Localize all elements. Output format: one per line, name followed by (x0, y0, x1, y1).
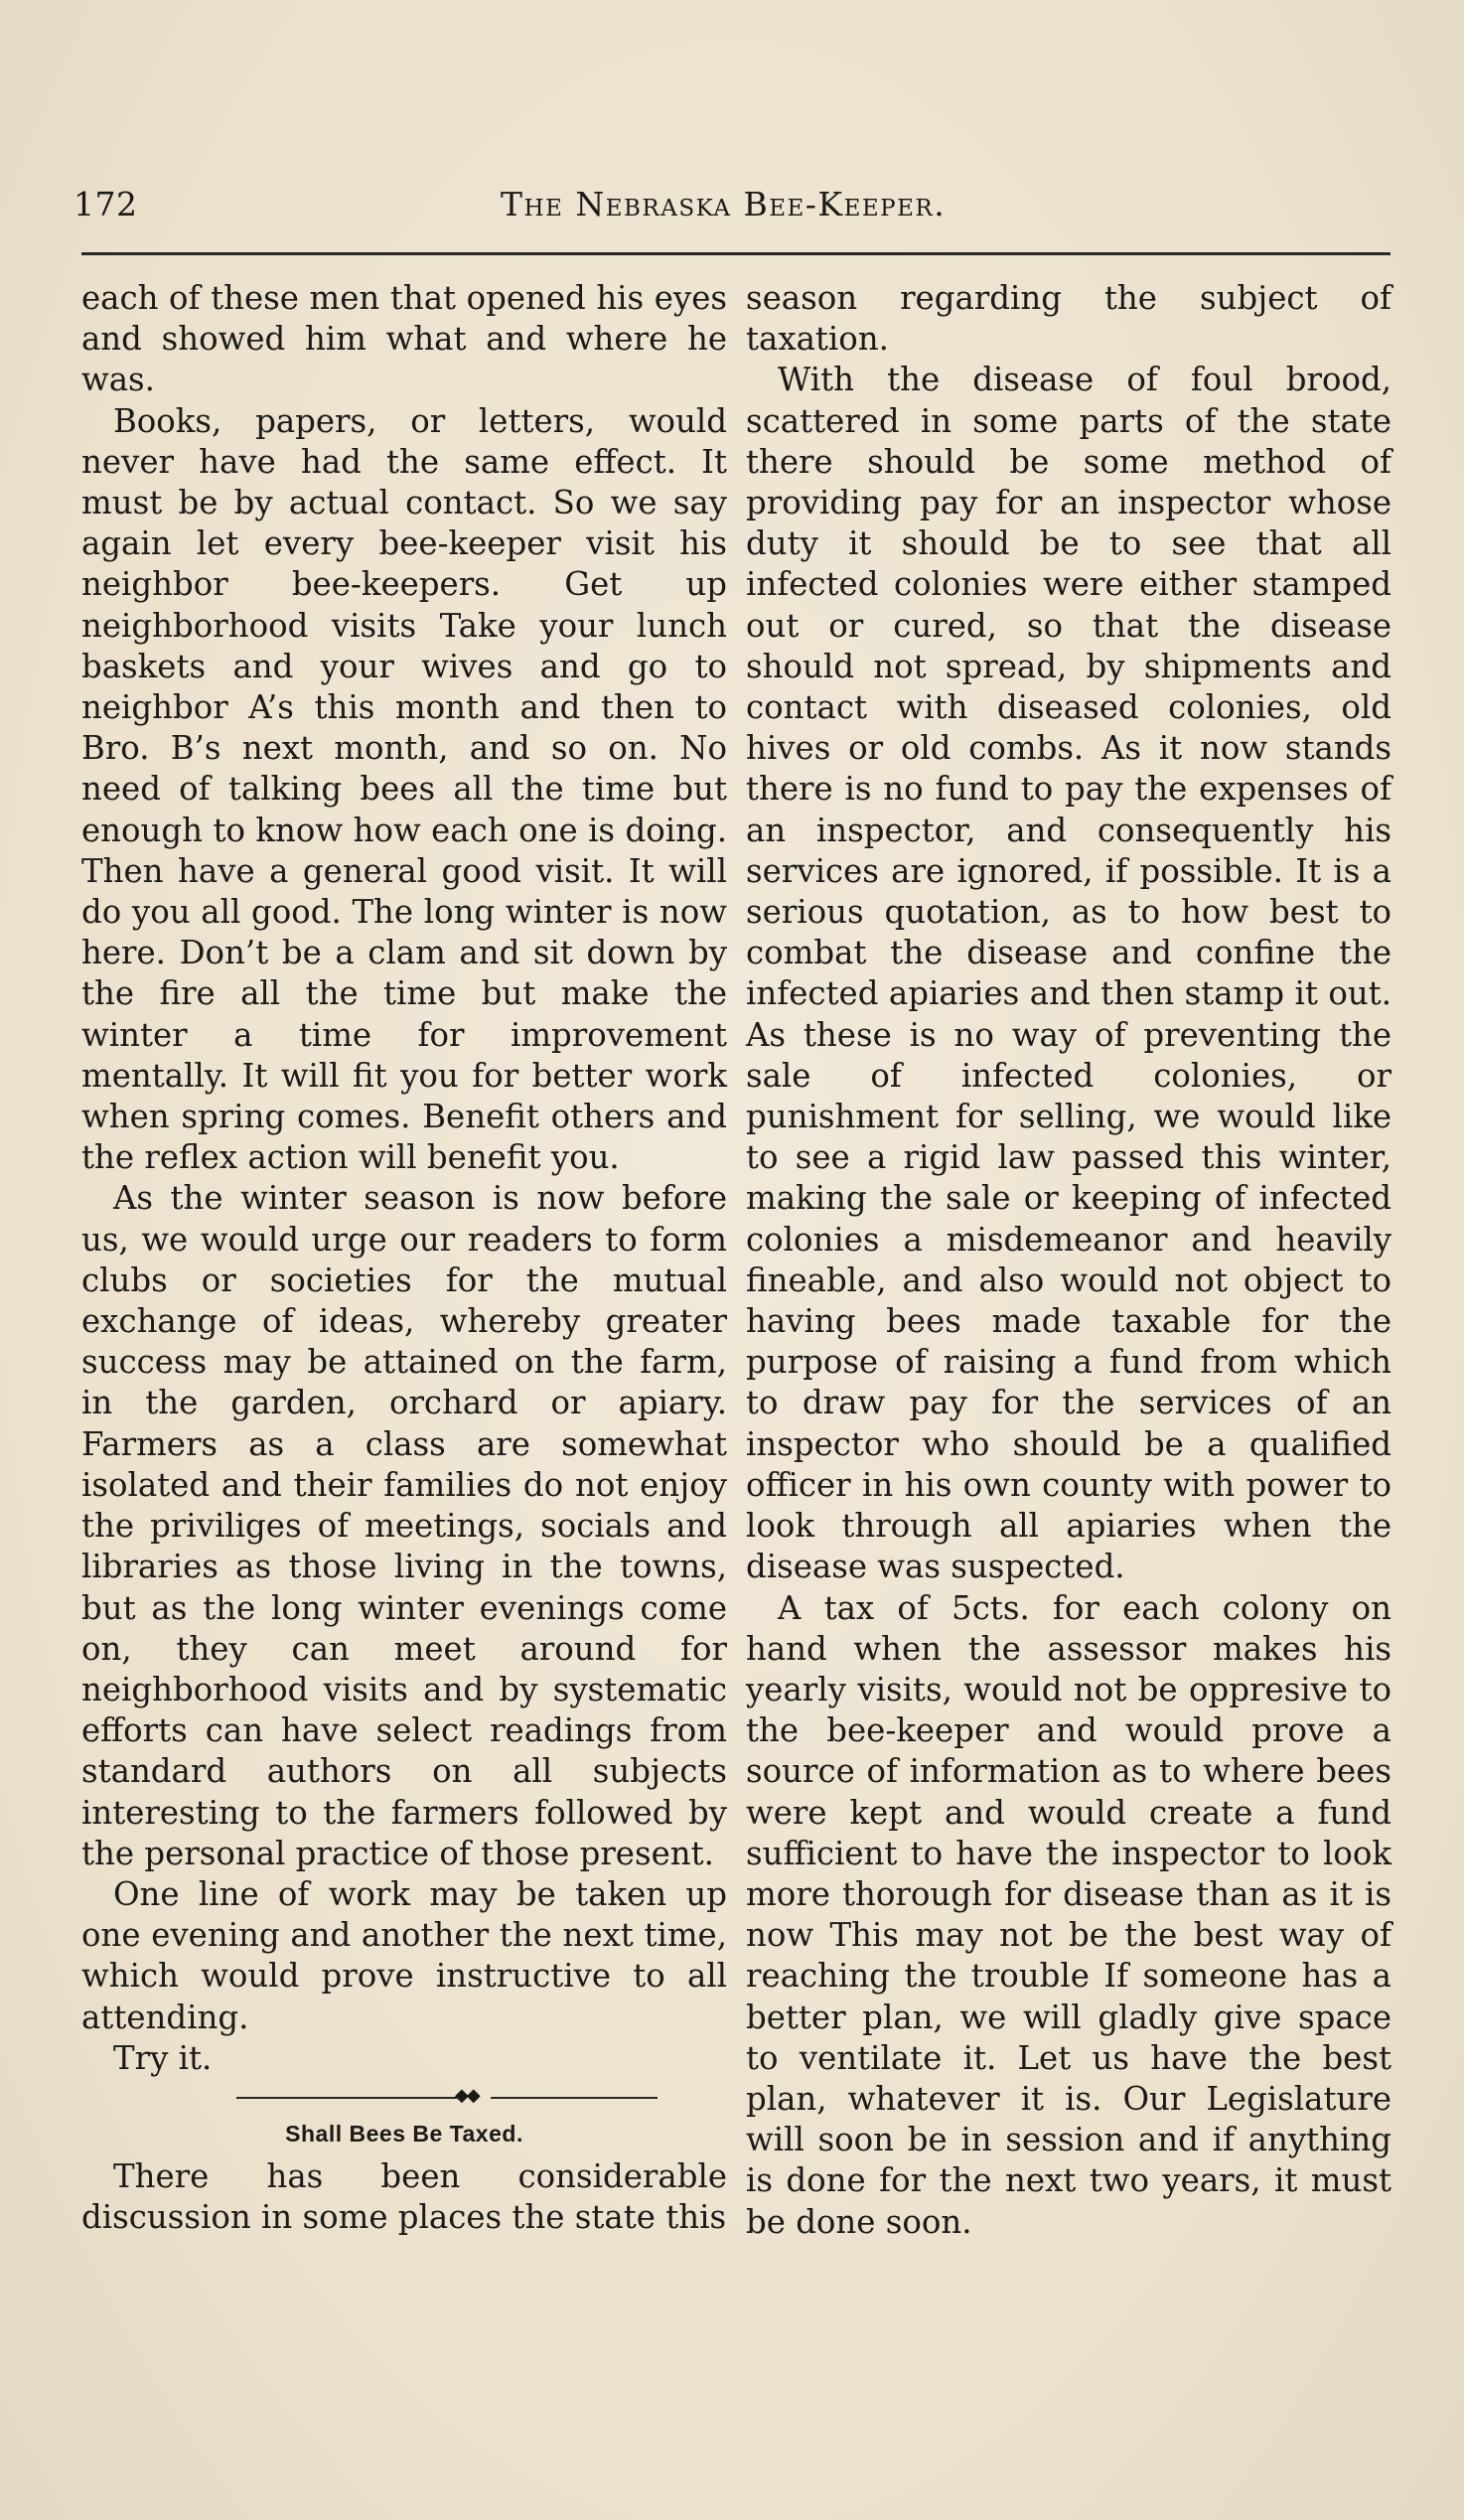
section-divider-ornament (81, 2085, 727, 2111)
paragraph: Try it. (113, 2038, 213, 2077)
page-number: 172 (73, 185, 138, 223)
paragraph: season regarding the subject of taxation. (746, 279, 1391, 359)
paragraph: There has been considerable discussion in some places the state this (81, 2156, 727, 2237)
diamond-ornament-icon: ◆◆ (455, 2084, 479, 2106)
divider-line (491, 2097, 658, 2099)
paragraph: A tax of 5cts. for each colony on hand when the assessor makes his yearly visits, would not be oppresive to the bee-keeper and would prove a source of information as to where bees were kept and would create a fund sufficient to have the inspector to look more thorough for disease than as it is now This may not be the best way of reaching the trouble If someone has a better plan, we will gladly give space to ventilate it. Let us have the best plan, whatever it is. Our Legislature will soon be in session and if anything is done for the next two years, it must be done soon. (746, 1588, 1391, 2241)
paragraph: As the winter season is now before us, we would urge our readers to form clubs or societies for the mutual exchange of ideas, whereby greater success may be attained on the farm, in the garden, orchard or apiary. Farmers as a class are somewhat isolated and their families do not enjoy the priviliges of meetings, socials and libraries as those living in the towns, but as the long winter evenings come on, they can meet around for neighborhood visits and by systematic efforts can have select readings from standard authors on all subjects interesting to the farmers followed by the personal practice of those present. (81, 1179, 727, 1872)
header-rule (81, 252, 1391, 255)
paragraph: One line of work may be taken up one evening and another the next time, which would prove instructive to all attending. (81, 1874, 727, 2036)
running-title: The Nebraska Bee-Keeper. (501, 185, 947, 223)
paragraph: Books, papers, or letters, would never have had the same effect. It must be by actual contact. So we say again let every bee-keeper visit his neighbor bee-keepers. Get up neighborhood visits Take your lunch baskets and your wives and go to neighbor A’s this month and then to Bro. B’s next month, and so on. No need of talking bees all the time but enough to know how each one is doing. Then have a general good visit. It will do you all good. The long winter is now here. Don’t be a clam and sit down by the fire all the time but make the winter a time for improvement mentally. It will fit you for better work when spring comes. Benefit others and the reflex action will benefit you. (81, 401, 727, 1177)
section-heading: Shall Bees Be Taxed. (285, 2120, 523, 2147)
divider-line (236, 2097, 457, 2099)
paragraph: With the disease of foul brood, scattered in some parts of the state there should be some method of providing pay for an inspector whose duty it should be to see that all infected colonies were either stamped out or cured, so that the disease should not spread, by shipments and contact with diseased colonies, old hives or old combs. As it now stands there is no fund to pay the expenses of an inspector, and consequently his services are ignored, if possible. It is a serious quotation, as to how best to combat the disease and confine the infected apiaries and then stamp it out. As these is no way of preventing the sale of infected colonies, or punishment for selling, we would like to see a rigid law passed this winter, making the sale or keeping of infected colonies a misdemeanor and heavily fineable, and also would not object to having bees made taxable for the purpose of raising a fund from which to draw pay for the services of an inspector who should be a qualified officer in his own county with power to look through all apiaries when the disease was suspected. (746, 361, 1391, 1586)
paragraph: each of these men that opened his eyes and showed him what and where he was. (81, 279, 727, 399)
right-column (746, 278, 1391, 2243)
left-column (81, 278, 727, 2238)
page-header (73, 185, 1391, 234)
